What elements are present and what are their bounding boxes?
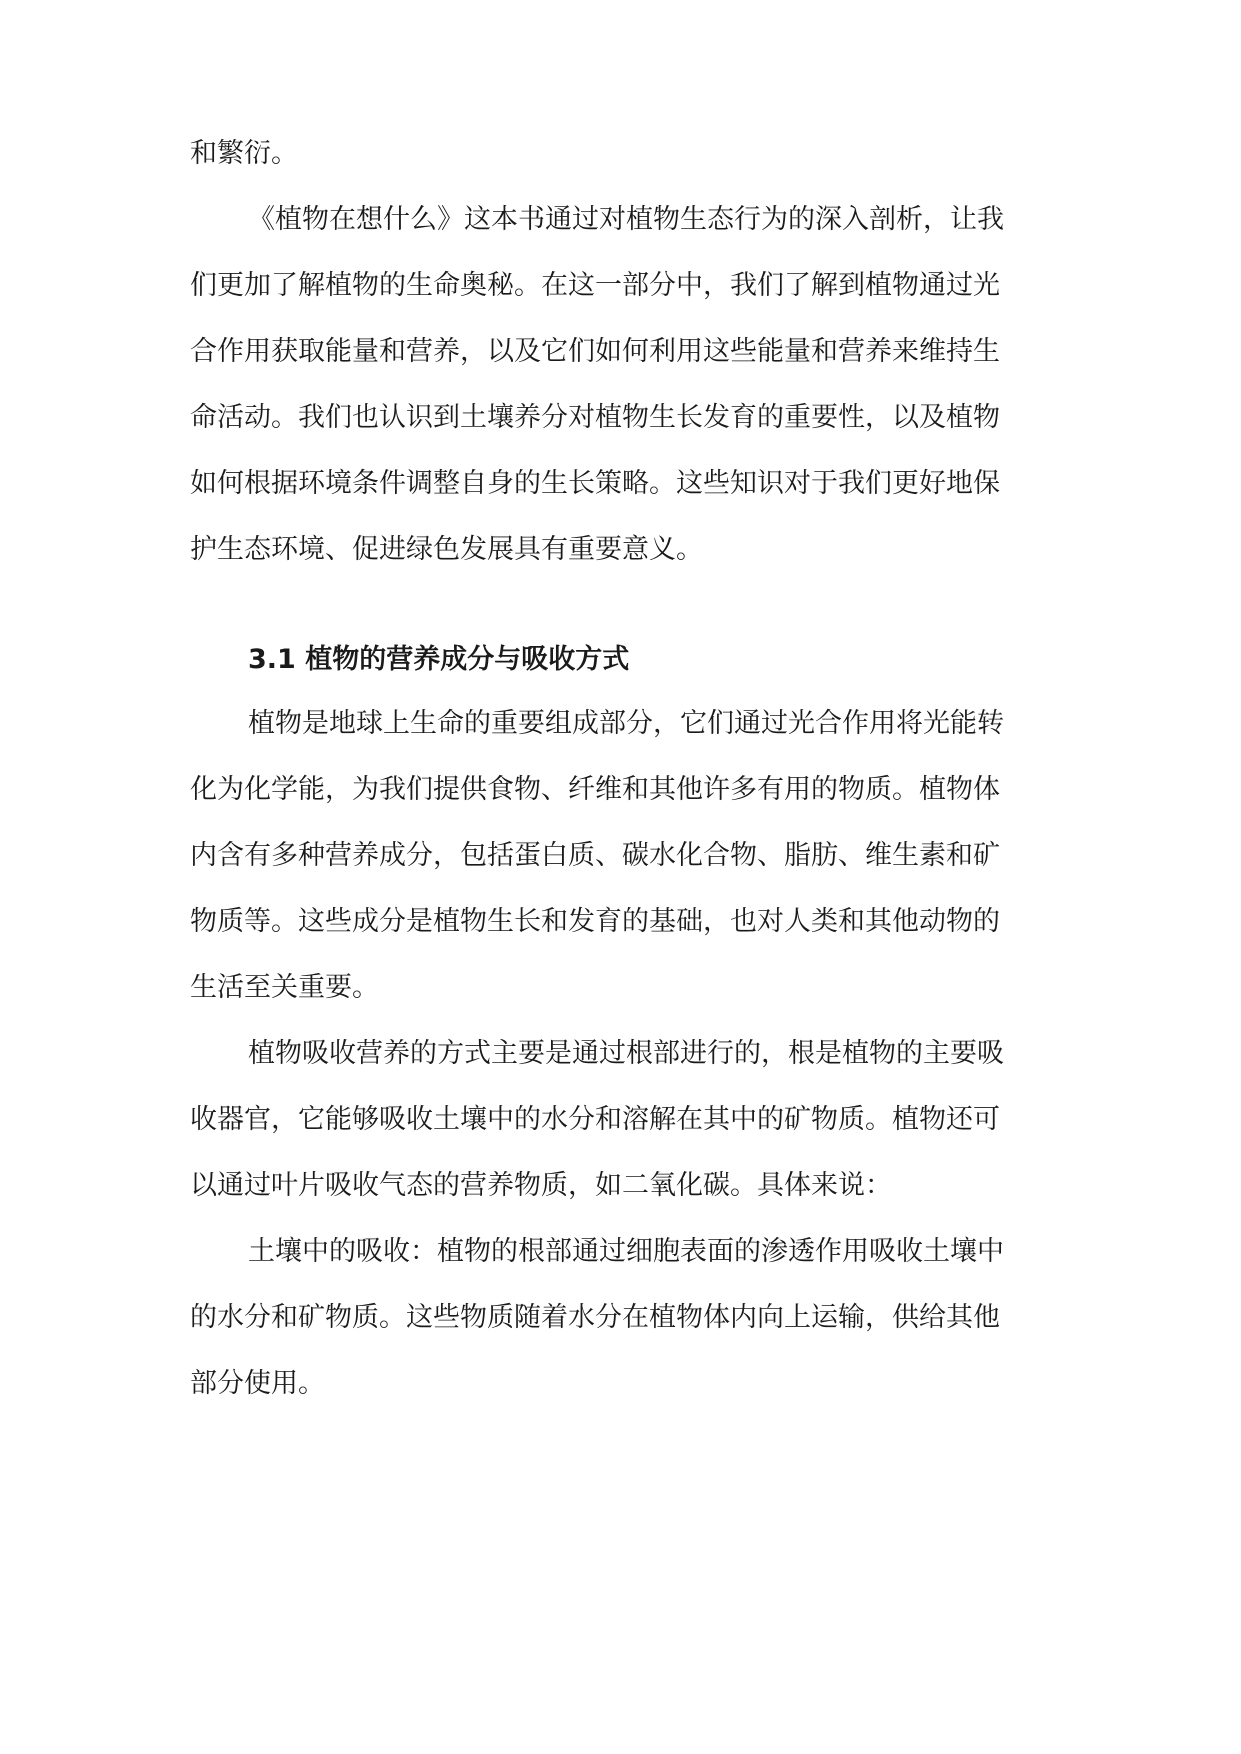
paragraph-2-line-2: 化为化学能，为我们提供食物、纤维和其他许多有用的物质。植物体	[190, 774, 1000, 805]
paragraph-2-line-5: 生活至关重要。	[190, 972, 379, 1003]
paragraph-3-line-3: 以通过叶片吸收气态的营养物质，如二氧化碳。具体来说：	[190, 1170, 892, 1201]
section-heading: 3.1 植物的营养成分与吸收方式	[248, 644, 630, 675]
paragraph-2-line-3: 内含有多种营养成分，包括蛋白质、碳水化合物、脂肪、维生素和矿	[190, 840, 1000, 871]
paragraph-1-line-4: 命活动。我们也认识到土壤养分对植物生长发育的重要性，以及植物	[190, 402, 1000, 433]
paragraph-2-line-4: 物质等。这些成分是植物生长和发育的基础，也对人类和其他动物的	[190, 906, 1000, 937]
paragraph-4-line-1: 土壤中的吸收：植物的根部通过细胞表面的渗透作用吸收土壤中	[248, 1236, 1004, 1267]
paragraph-2-line-1: 植物是地球上生命的重要组成部分，它们通过光合作用将光能转	[248, 708, 1004, 739]
paragraph-1-line-2: 们更加了解植物的生命奥秘。在这一部分中，我们了解到植物通过光	[190, 270, 1000, 301]
paragraph-1-line-5: 如何根据环境条件调整自身的生长策略。这些知识对于我们更好地保	[190, 468, 1000, 499]
paragraph-3-line-1: 植物吸收营养的方式主要是通过根部进行的，根是植物的主要吸	[248, 1038, 1004, 1069]
paragraph-1-line-3: 合作用获取能量和营养，以及它们如何利用这些能量和营养来维持生	[190, 336, 1000, 367]
paragraph-fragment-line: 和繁衍。	[190, 138, 298, 169]
paragraph-1-line-6: 护生态环境、促进绿色发展具有重要意义。	[190, 534, 703, 565]
paragraph-4-line-3: 部分使用。	[190, 1368, 325, 1399]
paragraph-1-line-1: 《植物在想什么》这本书通过对植物生态行为的深入剖析，让我	[248, 204, 1004, 235]
paragraph-3-line-2: 收器官，它能够吸收土壤中的水分和溶解在其中的矿物质。植物还可	[190, 1104, 1000, 1135]
paragraph-4-line-2: 的水分和矿物质。这些物质随着水分在植物体内向上运输，供给其他	[190, 1302, 1000, 1333]
